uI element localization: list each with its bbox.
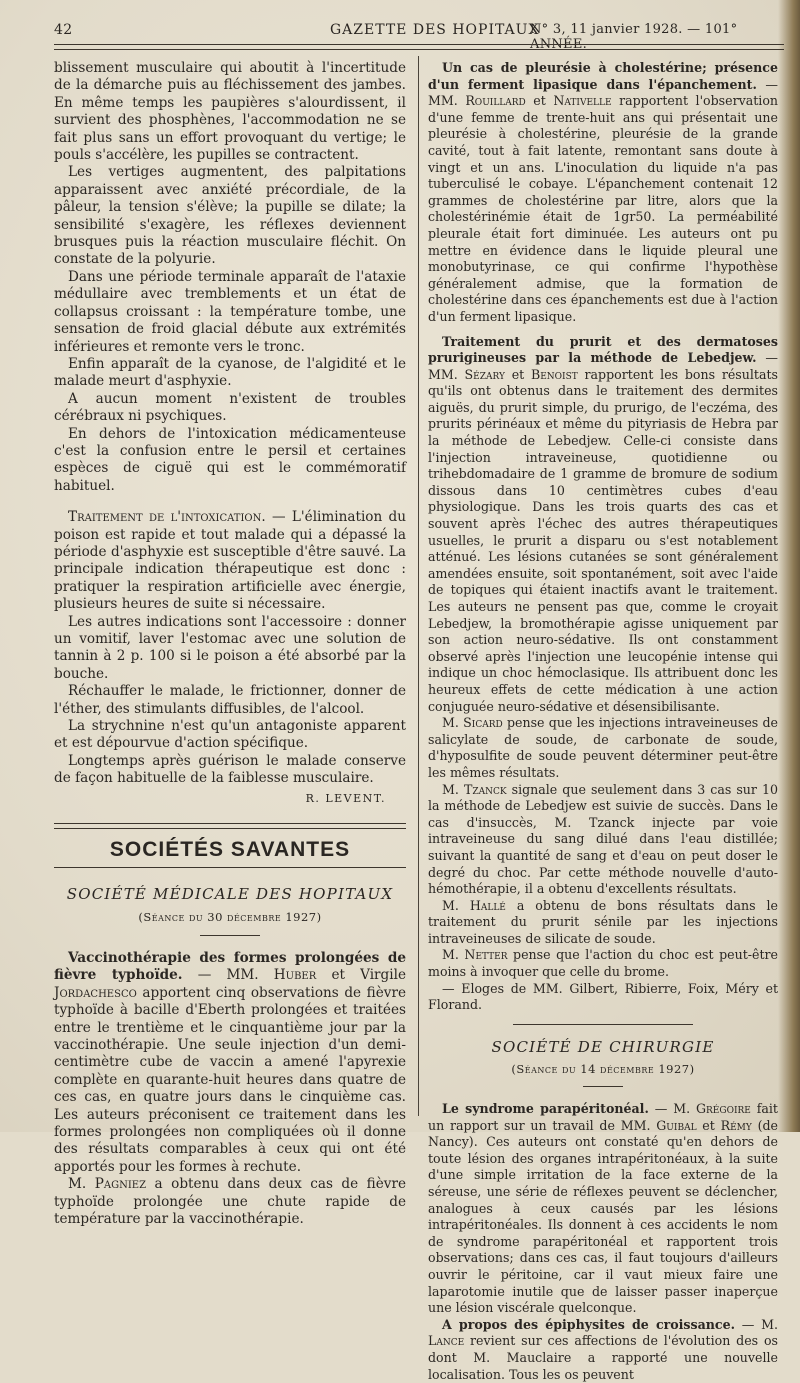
author-signature: R. LEVENT. [305, 791, 386, 805]
paragraph: Les autres indications sont l'accessoire : donner un vomitif, laver l'estomac avec une solution de tannin à 2 p. 100 si le poison a été absorbé par la bouche. [54, 613, 406, 682]
author-name: Rémy [720, 1117, 752, 1133]
article-paragraph: — Eloges de MM. Gilbert, Ribierre, Foix, Méry et Florand. [428, 980, 778, 1013]
treatment-heading: Traitement de l'intoxication. [68, 509, 266, 526]
session-date: (Séance du 14 décembre 1927) [511, 1062, 695, 1077]
paragraph: La strychnine n'est qu'un antagoniste apparent et est dépourvue d'action spécifique. [54, 718, 406, 752]
article-paragraph: Un cas de pleurésie à cholestérine; présence d'un ferment lipasique dans l'épanchement. — MM. Rouillard et Nativelle rapportent l'observation d'une femme de trente-huit ans qui présentait une pleurésie à cholestérine, pleurésie de la grande cavité, tout à fait latente, remontant sans doute à vingt et un ans. L'inoculation du liquide n'a pas tuberculisé le cobaye. L'épanchement contenait 12 grammes de cholestérine par litre, alors que la cholestérinémie était de 1gr50. La perméabilité pleurale était fort diminuée. Les auteurs ont pu mettre en évidence dans le liquide pleural une monobutyrinase, ce qui confirme l'hypothèse généralement admise, que la formation de cholestérine dans ces épanchements est due à l'action d'un ferment lipasique. [428, 60, 779, 324]
journal-title: GAZETTE DES HOPITAUX [330, 22, 540, 38]
column-divider [418, 56, 419, 1116]
right-column [428, 60, 778, 1383]
author-name: Grégoire [695, 1101, 751, 1117]
article-paragraph: M. Netter pense que l'action du choc est peut-être moins à invoquer que celle du brome. [428, 947, 778, 980]
author-name: Pagniez [94, 1176, 147, 1193]
page-number: 42 [54, 22, 73, 38]
article-paragraph: M. Sicard pense que les injections intraveineuses de salicylate de soude, de carbonate de soude, d'hyposulfite de soude peuvent déterminer peut-être les mêmes résultats. [428, 715, 778, 780]
header-rule [54, 44, 784, 50]
section-rule [54, 823, 406, 829]
section-separator [513, 1024, 693, 1025]
article-paragraph: Vaccinothérapie des formes prolongées de fièvre typhoïde. — MM. Huber et Virgile Jordachesco apportent cinq observations de fièvre typhoïde à bacille d'Eberth prolongées et traitées entre le trentième et le cinquantième jour par la vaccinothérapie. Une seule injection d'un demi-centimètre cube de vaccin a amené l'apyrexie complète en quarante-huit heures dans quatre de ces cas, en quatre jours dans le cinquième cas. Les auteurs préconisent ce traitement dans les formes prolongées non compliquées où il donne des résultats comparables à ceux qui ont été apportés pour les formes à rechute. [54, 949, 406, 1175]
article-title: Un cas de pleurésie à cholestérine; présence d'un ferment lipasique dans l'épanchement. [428, 60, 778, 92]
author-name: Nativelle [553, 93, 612, 109]
section-title: SOCIÉTÉS SAVANTES [109, 838, 351, 862]
paragraph: Les vertiges augmentent, des palpitations apparaissent avec anxiété précordiale, de la pâleur, la tension s'élève; la pupille se dilate; la sensibilité s'exagère, les réflexes deviennent brusques puis la réaction musculaire fléchit. On constate de la polyurie. [54, 164, 406, 268]
author-name: Huber [273, 967, 317, 984]
short-rule [583, 1086, 623, 1087]
paragraph: blissement musculaire qui aboutit à l'incertitude de la démarche puis au fléchissement des jambes. En même temps les paupières s'alourdissent, il survient des phosphènes, l'accommodation ne se fait plus sans un effort provoquant du vertige; le pouls s'accélère, les pupilles se contractent. [54, 60, 406, 164]
author-name: Tzanck [463, 781, 507, 797]
article-paragraph: Le syndrome parapéritonéal. — M. Grégoire fait un rapport sur un travail de MM. Guibal et Rémy (de Nancy). Ces auteurs ont constaté qu'en dehors de toute lésion des organes intrapéritonéaux, à la suite d'une simple irritation de la face externe de la séreuse, une série de réflexes peuvent se déclencher, analogues à ceux causés par les lésions intrapéritonéales. Ils donnent à ces accidents le nom de syndrome parapéritonéal et rapportent trois observations; dans ces cas, il faut toujours d'ailleurs ouvrir le péritoine, car il vaut mieux faire une laparotomie inutile que de laisser passer inaperçue une lésion viscérale quelconque. [428, 1101, 778, 1316]
author-name: Benoist [530, 366, 578, 382]
article-paragraph: M. Pagniez a obtenu dans deux cas de fièvre typhoïde prolongée une chute rapide de température par la vaccinothérapie. [54, 1176, 406, 1227]
page-edge-shadow [778, 0, 800, 1132]
paragraph: Longtemps après guérison le malade conserve de façon habituelle de la faiblesse musculaire. [54, 752, 406, 787]
author-name: Sézary [464, 366, 505, 382]
paragraph: Réchauffer le malade, le frictionner, donner de l'éther, des stimulants diffusibles, de l'alcool. [54, 683, 406, 717]
treatment-text: — L'élimination du poison est rapide et tout malade qui a dépassé la période d'asphyxie est susceptible d'être sauvé. La principale indication thérapeutique est donc : pratiquer la respiration artificielle avec énergie, plusieurs heures de suite si nécessaire. [54, 509, 406, 613]
article-title: Traitement du prurit et des dermatoses prurigineuses par la méthode de Lebedjew. [428, 333, 778, 366]
society-title: SOCIÉTÉ MÉDICALE DES HOPITAUX [66, 885, 394, 904]
paragraph: En dehors de l'intoxication médicamenteuse c'est la confusion entre le persil et certaines espèces de ciguë qui est le commémoratif habituel. [54, 425, 406, 494]
paragraph: Dans une période terminale apparaît de l'ataxie médullaire avec tremblements et un état de collapsus croissant : la température tombe, une sensation de froid glacial débute aux extrémités inférieures et remonte vers le tronc. [54, 268, 406, 355]
issue-info: N° 3, 11 janvier 1928. — 101° ANNÉE. [530, 22, 738, 52]
article-paragraph: M. Hallé a obtenu de bons résultats dans le traitement du prurit sénile par les injections intraveineuses de silicate de soude. [428, 897, 778, 946]
article-title: A propos des épiphysites de croissance. [442, 1316, 735, 1332]
author-name: Lance [428, 1333, 465, 1349]
article-paragraph: A propos des épiphysites de croissance. — M. Lance revient sur ces affections de l'évolution des os dont M. Mauclaire a rapporté une nouvelle localisation. Tous les os peuvent [428, 1316, 778, 1382]
author-name: Hallé [469, 897, 506, 913]
session-date: (Séance du 30 décembre 1927) [138, 910, 322, 925]
article-paragraph: Traitement du prurit et des dermatoses prurigineuses par la méthode de Lebedjew. — MM. Sézary et Benoist rapportent les bons résultats qu'ils ont obtenus dans le traitement des dermites aiguës, du prurit simple, du prurigo, de l'eczéma, des prurits périnéaux et même du pityriasis de Hebra par la méthode de Lebedjew. Celle-ci consiste dans l'injection intraveineuse, quotidienne ou trihebdomadaire de 1 gramme de bromure de sodium dissous dans 10 centimètres cubes d'eau physiologique. Dans les trois quarts des cas et souvent après l'échec des autres thérapeutiques usuelles, le prurit a disparu ou s'est notablement atténué. Les lésions cutanées se sont généralement amendées ensuite, soit spontanément, soit avec l'aide de topiques qui étaient inactifs avant le traitement. Les auteurs ne pensent pas que, comme le croyait Lebedjew, la bromothérapie agisse uniquement par son action neuro-sédative. Ils ont constamment observé après l'injection une leucopénie intense qui indique un choc hémoclasique. Ils attribuent donc les heureux effets de cette médication à une action conjuguée neuro-sédative et désensibilisante. [428, 333, 778, 714]
page-header [54, 22, 784, 52]
author-name: Jordachesco [54, 984, 137, 1001]
author-name: Sicard [463, 715, 503, 731]
paragraph: Enfin apparaît de la cyanose, de l'algidité et le malade meurt d'asphyxie. [54, 355, 406, 390]
article-title: Le syndrome parapéritonéal. [442, 1101, 649, 1117]
treatment-paragraph [54, 509, 406, 613]
society-title: SOCIÉTÉ DE CHIRURGIE [491, 1037, 715, 1056]
author-name: Guibal [656, 1117, 697, 1133]
paragraph: A aucun moment n'existent de troubles cérébraux ni psychiques. [54, 390, 406, 425]
short-rule [200, 935, 260, 936]
left-column [54, 60, 406, 1228]
article-title: Vaccinothérapie des formes prolongées de fièvre typhoïde. [54, 949, 406, 984]
section-subrule [54, 867, 406, 868]
author-name: Rouillard [465, 93, 526, 109]
author-name: Netter [464, 947, 508, 963]
article-paragraph: M. Tzanck signale que seulement dans 3 cas sur 10 la méthode de Lebedjew est suivie de succès. Dans le cas d'insuccès, M. Tzanck injecte par voie intraveineuse du sang dilué dans l'eau distillée; suivant la quantité de sang et d'eau on peut doser le degré du choc. Par cette méthode nouvelle d'auto-hémothérapie, il a obtenu d'excellents résultats. [428, 781, 778, 897]
